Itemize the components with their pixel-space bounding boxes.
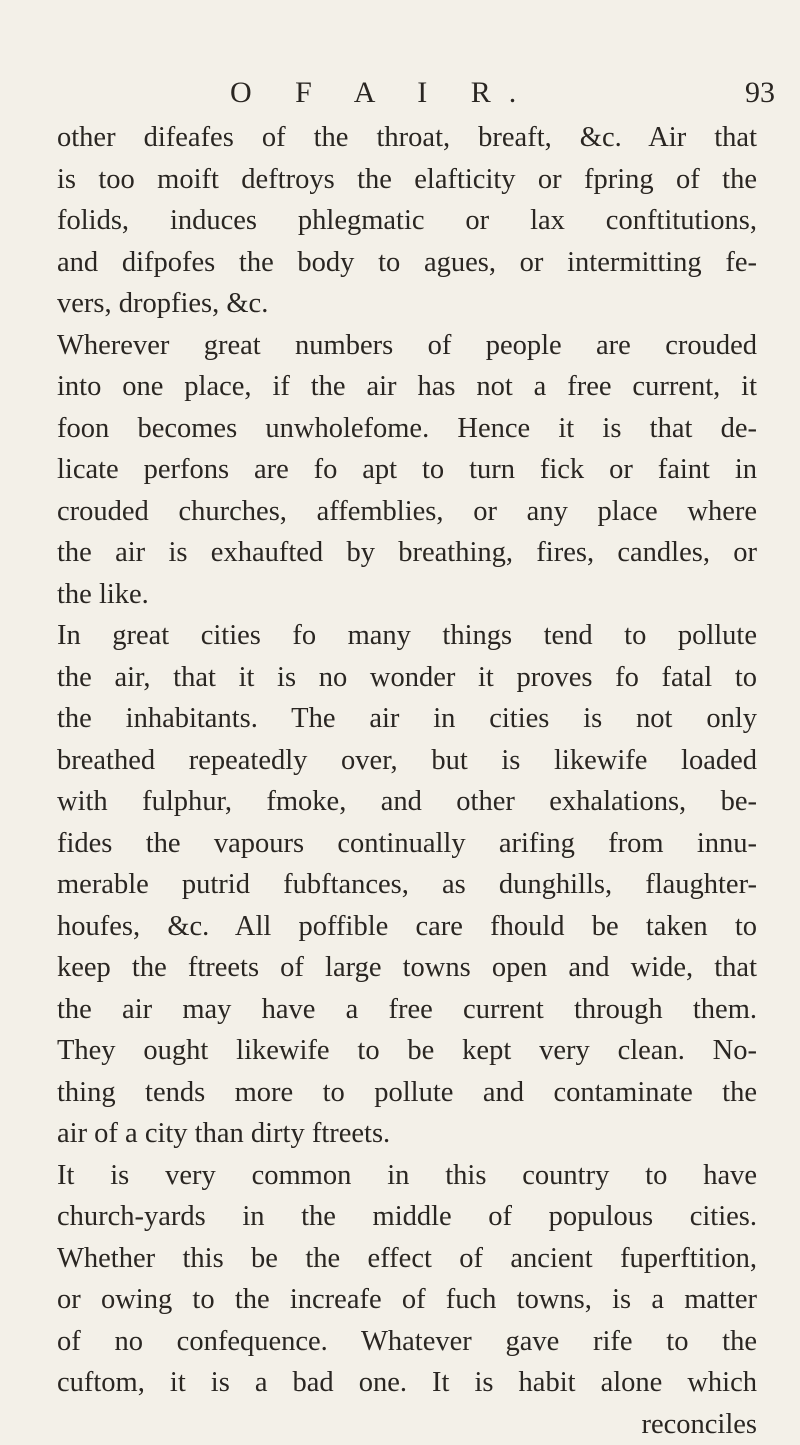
text-line: cuftom, it is a bad one. It is habit alone which — [57, 1362, 757, 1404]
running-head — [0, 73, 800, 113]
page-number: 93 — [745, 73, 775, 113]
text-line: air of a city than dirty ftreets. — [57, 1113, 757, 1155]
text-line: breathed repeatedly over, but is likewife loaded — [57, 740, 757, 782]
text-line: foon becomes unwholefome. Hence it is that de- — [57, 408, 757, 450]
text-line: vers, dropfies, &c. — [57, 283, 757, 325]
text-line: In great cities fo many things tend to pollute — [57, 615, 757, 657]
text-line: of no confequence. Whatever gave rife to the — [57, 1321, 757, 1363]
text-line: Wherever great numbers of people are crouded — [57, 325, 757, 367]
text-line: or owing to the increafe of fuch towns, is a matter — [57, 1279, 757, 1321]
text-line: the inhabitants. The air in cities is not only — [57, 698, 757, 740]
text-line: They ought likewife to be kept very clean. No- — [57, 1030, 757, 1072]
text-line: Whether this be the effect of ancient fuperftition, — [57, 1238, 757, 1280]
text-line: the like. — [57, 574, 757, 616]
body-text — [57, 117, 757, 1445]
text-line: fides the vapours continually arifing from innu- — [57, 823, 757, 865]
text-line: folids, induces phlegmatic or lax conftitutions, — [57, 200, 757, 242]
text-line: houfes, &c. All poffible care fhould be taken to — [57, 906, 757, 948]
text-line: into one place, if the air has not a free current, it — [57, 366, 757, 408]
text-line: with fulphur, fmoke, and other exhalations, be- — [57, 781, 757, 823]
text-line: It is very common in this country to have — [57, 1155, 757, 1197]
text-line: the air may have a free current through them. — [57, 989, 757, 1031]
text-line: the air, that it is no wonder it proves fo fatal to — [57, 657, 757, 699]
text-line: thing tends more to pollute and contaminate the — [57, 1072, 757, 1114]
text-line: church-yards in the middle of populous cities. — [57, 1196, 757, 1238]
text-line: merable putrid fubftances, as dunghills, flaughter- — [57, 864, 757, 906]
text-line: licate perfons are fo apt to turn fick or faint in — [57, 449, 757, 491]
text-line: keep the ftreets of large towns open and wide, that — [57, 947, 757, 989]
catchword: reconciles — [57, 1404, 757, 1445]
text-line: the air is exhaufted by breathing, fires, candles, or — [57, 532, 757, 574]
text-line: crouded churches, affemblies, or any place where — [57, 491, 757, 533]
running-title: O F A I R. — [230, 73, 534, 113]
text-line: and difpofes the body to agues, or intermitting fe- — [57, 242, 757, 284]
text-line: is too moift deftroys the elafticity or fpring of the — [57, 159, 757, 201]
text-line: other difeafes of the throat, breaft, &c. Air that — [57, 117, 757, 159]
